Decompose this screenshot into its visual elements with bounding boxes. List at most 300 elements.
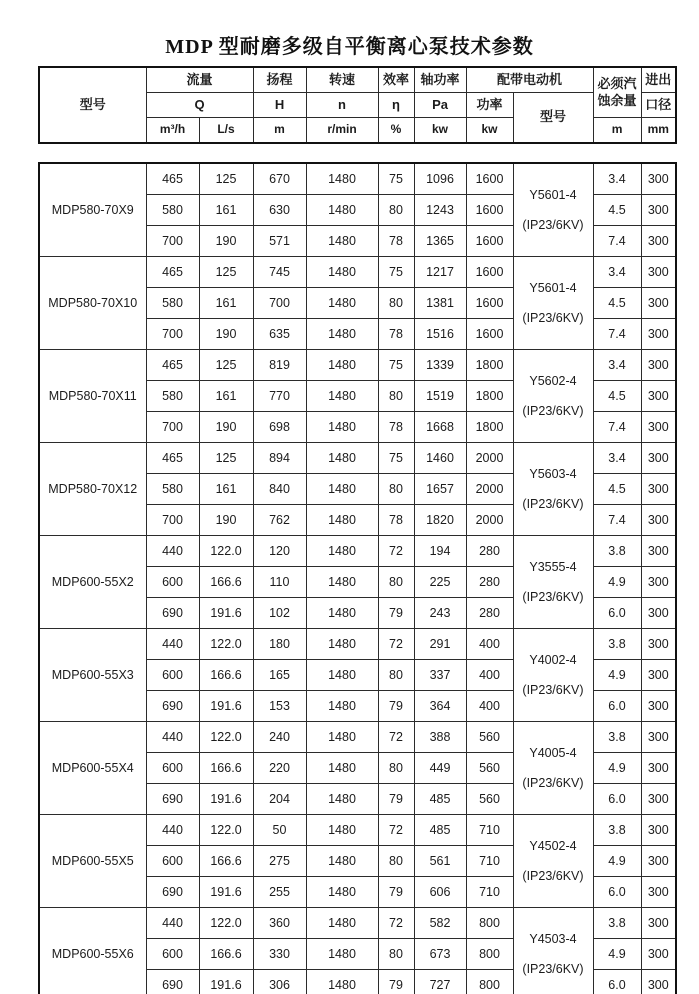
head-value: 840 — [253, 474, 306, 505]
port-diameter-value: 300 — [641, 567, 676, 598]
header-row-1 — [39, 67, 676, 93]
flow-ls-value: 166.6 — [199, 939, 253, 970]
flow-m3h-value: 440 — [146, 908, 199, 939]
motor-power-value: 560 — [466, 722, 513, 753]
efficiency-value: 80 — [378, 567, 414, 598]
port-diameter-value: 300 — [641, 195, 676, 226]
pump-model: MDP600-55X4 — [39, 722, 146, 815]
motor-model-name: Y3555-4 — [529, 560, 577, 574]
head-value: 819 — [253, 350, 306, 381]
flow-m3h-value: 690 — [146, 877, 199, 908]
flow-m3h-value: 690 — [146, 598, 199, 629]
flow-ls-value: 125 — [199, 163, 253, 195]
speed-value: 1480 — [306, 753, 378, 784]
motor-power-value: 2000 — [466, 443, 513, 474]
speed-value: 1480 — [306, 226, 378, 257]
motor-model-value — [513, 629, 593, 722]
speed-value: 1480 — [306, 877, 378, 908]
npsh-value: 3.4 — [593, 257, 641, 288]
col-header-flow: 流量 — [146, 67, 253, 93]
motor-model-value — [513, 908, 593, 994]
motor-model-value — [513, 815, 593, 908]
port-diameter-value: 300 — [641, 536, 676, 567]
speed-value: 1480 — [306, 567, 378, 598]
flow-m3h-value: 440 — [146, 722, 199, 753]
port-diameter-value: 300 — [641, 381, 676, 412]
port-diameter-value: 300 — [641, 598, 676, 629]
motor-model-value — [513, 443, 593, 536]
motor-model-spec: (IP23/6KV) — [522, 497, 584, 511]
symbol-flow: Q — [146, 93, 253, 118]
spec-row — [39, 536, 676, 567]
efficiency-value: 75 — [378, 350, 414, 381]
flow-m3h-value: 580 — [146, 195, 199, 226]
flow-m3h-value: 440 — [146, 815, 199, 846]
motor-power-value: 2000 — [466, 474, 513, 505]
npsh-value: 7.4 — [593, 505, 641, 536]
pump-model: MDP600-55X2 — [39, 536, 146, 629]
motor-model-spec: (IP23/6KV) — [522, 590, 584, 604]
shaft-power-value: 1668 — [414, 412, 466, 443]
spec-table-body — [38, 162, 677, 994]
speed-value: 1480 — [306, 939, 378, 970]
col-header-motor-power: 功率 — [466, 93, 513, 118]
speed-value: 1480 — [306, 350, 378, 381]
col-header-shaft-power: 轴功率 — [414, 67, 466, 93]
flow-m3h-value: 690 — [146, 784, 199, 815]
flow-ls-value: 166.6 — [199, 660, 253, 691]
shaft-power-value: 1657 — [414, 474, 466, 505]
motor-model-spec: (IP23/6KV) — [522, 218, 584, 232]
flow-m3h-value: 440 — [146, 536, 199, 567]
motor-power-value: 710 — [466, 815, 513, 846]
head-value: 762 — [253, 505, 306, 536]
npsh-value: 4.9 — [593, 567, 641, 598]
motor-power-value: 400 — [466, 629, 513, 660]
head-value: 102 — [253, 598, 306, 629]
speed-value: 1480 — [306, 691, 378, 722]
shaft-power-value: 1217 — [414, 257, 466, 288]
efficiency-value: 75 — [378, 257, 414, 288]
npsh-value: 4.9 — [593, 753, 641, 784]
motor-power-value: 1600 — [466, 163, 513, 195]
unit-speed: r/min — [306, 118, 378, 144]
col-header-efficiency: 效率 — [378, 67, 414, 93]
flow-m3h-value: 580 — [146, 381, 199, 412]
efficiency-value: 79 — [378, 598, 414, 629]
port-diameter-value: 300 — [641, 412, 676, 443]
speed-value: 1480 — [306, 163, 378, 195]
flow-m3h-value: 600 — [146, 567, 199, 598]
shaft-power-value: 1516 — [414, 319, 466, 350]
speed-value: 1480 — [306, 629, 378, 660]
flow-ls-value: 122.0 — [199, 536, 253, 567]
flow-ls-value: 166.6 — [199, 753, 253, 784]
col-header-port-2: 口径 — [641, 93, 676, 118]
shaft-power-value: 243 — [414, 598, 466, 629]
shaft-power-value: 561 — [414, 846, 466, 877]
head-value: 630 — [253, 195, 306, 226]
col-header-motor-model: 型号 — [513, 93, 593, 144]
efficiency-value: 72 — [378, 908, 414, 939]
motor-power-value: 1600 — [466, 319, 513, 350]
motor-model-name: Y5603-4 — [529, 467, 577, 481]
shaft-power-value: 727 — [414, 970, 466, 994]
speed-value: 1480 — [306, 846, 378, 877]
symbol-efficiency: η — [378, 93, 414, 118]
motor-power-value: 1600 — [466, 257, 513, 288]
motor-power-value: 2000 — [466, 505, 513, 536]
spec-row — [39, 629, 676, 660]
flow-ls-value: 122.0 — [199, 908, 253, 939]
head-value: 770 — [253, 381, 306, 412]
npsh-value: 6.0 — [593, 784, 641, 815]
pump-model: MDP580-70X10 — [39, 257, 146, 350]
spec-row — [39, 722, 676, 753]
efficiency-value: 80 — [378, 846, 414, 877]
port-diameter-value: 300 — [641, 908, 676, 939]
col-header-motor: 配带电动机 — [466, 67, 593, 93]
col-header-speed: 转速 — [306, 67, 378, 93]
flow-ls-value: 190 — [199, 226, 253, 257]
motor-power-value: 400 — [466, 691, 513, 722]
efficiency-value: 80 — [378, 660, 414, 691]
flow-ls-value: 122.0 — [199, 629, 253, 660]
motor-model-name: Y5601-4 — [529, 281, 577, 295]
flow-ls-value: 191.6 — [199, 784, 253, 815]
speed-value: 1480 — [306, 598, 378, 629]
port-diameter-value: 300 — [641, 163, 676, 195]
shaft-power-value: 1365 — [414, 226, 466, 257]
unit-npsh: m — [593, 118, 641, 144]
spec-table-header — [38, 66, 677, 144]
shaft-power-value: 388 — [414, 722, 466, 753]
flow-ls-value: 190 — [199, 505, 253, 536]
shaft-power-value: 1519 — [414, 381, 466, 412]
flow-ls-value: 125 — [199, 257, 253, 288]
flow-m3h-value: 465 — [146, 257, 199, 288]
port-diameter-value: 300 — [641, 877, 676, 908]
head-value: 120 — [253, 536, 306, 567]
efficiency-value: 80 — [378, 753, 414, 784]
shaft-power-value: 1096 — [414, 163, 466, 195]
npsh-value: 6.0 — [593, 691, 641, 722]
motor-power-value: 1600 — [466, 195, 513, 226]
motor-model-spec: (IP23/6KV) — [522, 776, 584, 790]
symbol-head: H — [253, 93, 306, 118]
port-diameter-value: 300 — [641, 257, 676, 288]
npsh-value: 4.9 — [593, 660, 641, 691]
port-diameter-value: 300 — [641, 846, 676, 877]
spec-table-rows — [39, 163, 676, 994]
efficiency-value: 72 — [378, 722, 414, 753]
unit-flow-ls: L/s — [199, 118, 253, 144]
speed-value: 1480 — [306, 815, 378, 846]
port-diameter-value: 300 — [641, 970, 676, 994]
head-value: 700 — [253, 288, 306, 319]
shaft-power-value: 485 — [414, 784, 466, 815]
head-value: 635 — [253, 319, 306, 350]
speed-value: 1480 — [306, 474, 378, 505]
pump-model: MDP580-70X9 — [39, 163, 146, 257]
head-value: 330 — [253, 939, 306, 970]
port-diameter-value: 300 — [641, 784, 676, 815]
npsh-value: 3.4 — [593, 163, 641, 195]
motor-power-value: 280 — [466, 536, 513, 567]
flow-ls-value: 191.6 — [199, 598, 253, 629]
shaft-power-value: 1243 — [414, 195, 466, 226]
spec-row — [39, 163, 676, 195]
shaft-power-value: 194 — [414, 536, 466, 567]
speed-value: 1480 — [306, 784, 378, 815]
flow-m3h-value: 600 — [146, 939, 199, 970]
shaft-power-value: 606 — [414, 877, 466, 908]
port-diameter-value: 300 — [641, 753, 676, 784]
npsh-value: 7.4 — [593, 412, 641, 443]
motor-power-value: 1600 — [466, 226, 513, 257]
flow-ls-value: 122.0 — [199, 815, 253, 846]
shaft-power-value: 485 — [414, 815, 466, 846]
motor-power-value: 800 — [466, 970, 513, 994]
port-diameter-value: 300 — [641, 722, 676, 753]
symbol-speed: n — [306, 93, 378, 118]
flow-m3h-value: 580 — [146, 474, 199, 505]
shaft-power-value: 364 — [414, 691, 466, 722]
shaft-power-value: 582 — [414, 908, 466, 939]
motor-power-value: 1600 — [466, 288, 513, 319]
efficiency-value: 79 — [378, 691, 414, 722]
motor-power-value: 280 — [466, 598, 513, 629]
motor-power-value: 280 — [466, 567, 513, 598]
motor-model-value — [513, 163, 593, 257]
flow-m3h-value: 580 — [146, 288, 199, 319]
motor-model-value — [513, 722, 593, 815]
col-header-npsh: 必须汽 蚀余量 — [593, 67, 641, 118]
speed-value: 1480 — [306, 319, 378, 350]
col-header-head: 扬程 — [253, 67, 306, 93]
spec-row — [39, 815, 676, 846]
motor-model-spec: (IP23/6KV) — [522, 962, 584, 976]
flow-m3h-value: 700 — [146, 412, 199, 443]
flow-m3h-value: 600 — [146, 846, 199, 877]
motor-power-value: 1800 — [466, 350, 513, 381]
spec-row — [39, 350, 676, 381]
shaft-power-value: 673 — [414, 939, 466, 970]
npsh-value: 4.5 — [593, 381, 641, 412]
shaft-power-value: 1820 — [414, 505, 466, 536]
head-value: 50 — [253, 815, 306, 846]
flow-m3h-value: 465 — [146, 163, 199, 195]
speed-value: 1480 — [306, 443, 378, 474]
shaft-power-value: 225 — [414, 567, 466, 598]
flow-ls-value: 125 — [199, 443, 253, 474]
flow-m3h-value: 600 — [146, 753, 199, 784]
flow-ls-value: 191.6 — [199, 691, 253, 722]
flow-ls-value: 122.0 — [199, 722, 253, 753]
flow-m3h-value: 465 — [146, 350, 199, 381]
head-value: 220 — [253, 753, 306, 784]
motor-power-value: 400 — [466, 660, 513, 691]
efficiency-value: 78 — [378, 226, 414, 257]
flow-ls-value: 125 — [199, 350, 253, 381]
efficiency-value: 80 — [378, 288, 414, 319]
speed-value: 1480 — [306, 505, 378, 536]
flow-m3h-value: 690 — [146, 970, 199, 994]
port-diameter-value: 300 — [641, 443, 676, 474]
unit-flow-m3h: m³/h — [146, 118, 199, 144]
npsh-value: 4.9 — [593, 939, 641, 970]
port-diameter-value: 300 — [641, 319, 676, 350]
flow-m3h-value: 600 — [146, 660, 199, 691]
port-diameter-value: 300 — [641, 629, 676, 660]
flow-m3h-value: 700 — [146, 319, 199, 350]
flow-m3h-value: 690 — [146, 691, 199, 722]
flow-m3h-value: 440 — [146, 629, 199, 660]
flow-ls-value: 191.6 — [199, 877, 253, 908]
port-diameter-value: 300 — [641, 815, 676, 846]
motor-model-name: Y4002-4 — [529, 653, 577, 667]
motor-model-spec: (IP23/6KV) — [522, 869, 584, 883]
efficiency-value: 72 — [378, 629, 414, 660]
shaft-power-value: 1460 — [414, 443, 466, 474]
head-value: 894 — [253, 443, 306, 474]
motor-model-name: Y5601-4 — [529, 188, 577, 202]
spec-row — [39, 443, 676, 474]
motor-model-value — [513, 257, 593, 350]
speed-value: 1480 — [306, 195, 378, 226]
npsh-value: 3.8 — [593, 908, 641, 939]
head-value: 240 — [253, 722, 306, 753]
npsh-value: 3.8 — [593, 536, 641, 567]
port-diameter-value: 300 — [641, 505, 676, 536]
unit-motor-power: kw — [466, 118, 513, 144]
shaft-power-value: 449 — [414, 753, 466, 784]
motor-power-value: 1800 — [466, 412, 513, 443]
npsh-value: 3.8 — [593, 629, 641, 660]
motor-model-name: Y4502-4 — [529, 839, 577, 853]
speed-value: 1480 — [306, 381, 378, 412]
flow-ls-value: 191.6 — [199, 970, 253, 994]
speed-value: 1480 — [306, 722, 378, 753]
npsh-value: 3.8 — [593, 722, 641, 753]
npsh-value: 6.0 — [593, 970, 641, 994]
speed-value: 1480 — [306, 660, 378, 691]
pump-model: MDP600-55X3 — [39, 629, 146, 722]
speed-value: 1480 — [306, 288, 378, 319]
motor-model-value — [513, 536, 593, 629]
npsh-value: 4.9 — [593, 846, 641, 877]
npsh-value: 7.4 — [593, 226, 641, 257]
port-diameter-value: 300 — [641, 226, 676, 257]
motor-power-value: 710 — [466, 877, 513, 908]
npsh-value: 3.4 — [593, 350, 641, 381]
motor-model-spec: (IP23/6KV) — [522, 683, 584, 697]
npsh-value: 4.5 — [593, 474, 641, 505]
motor-power-value: 560 — [466, 753, 513, 784]
head-value: 571 — [253, 226, 306, 257]
flow-ls-value: 161 — [199, 288, 253, 319]
port-diameter-value: 300 — [641, 660, 676, 691]
head-value: 745 — [253, 257, 306, 288]
efficiency-value: 79 — [378, 784, 414, 815]
shaft-power-value: 291 — [414, 629, 466, 660]
head-value: 153 — [253, 691, 306, 722]
motor-power-value: 800 — [466, 939, 513, 970]
head-value: 306 — [253, 970, 306, 994]
flow-m3h-value: 700 — [146, 226, 199, 257]
efficiency-value: 80 — [378, 195, 414, 226]
head-value: 180 — [253, 629, 306, 660]
motor-model-name: Y4503-4 — [529, 932, 577, 946]
flow-ls-value: 166.6 — [199, 567, 253, 598]
spec-row — [39, 908, 676, 939]
port-diameter-value: 300 — [641, 474, 676, 505]
efficiency-value: 79 — [378, 970, 414, 994]
efficiency-value: 79 — [378, 877, 414, 908]
flow-ls-value: 161 — [199, 195, 253, 226]
motor-model-value — [513, 350, 593, 443]
npsh-value: 6.0 — [593, 877, 641, 908]
port-diameter-value: 300 — [641, 939, 676, 970]
unit-head: m — [253, 118, 306, 144]
npsh-value: 4.5 — [593, 288, 641, 319]
npsh-value: 3.4 — [593, 443, 641, 474]
port-diameter-value: 300 — [641, 350, 676, 381]
unit-shaft-power: kw — [414, 118, 466, 144]
efficiency-value: 75 — [378, 163, 414, 195]
shaft-power-value: 337 — [414, 660, 466, 691]
motor-power-value: 800 — [466, 908, 513, 939]
efficiency-value: 78 — [378, 505, 414, 536]
unit-port: mm — [641, 118, 676, 144]
shaft-power-value: 1339 — [414, 350, 466, 381]
efficiency-value: 78 — [378, 319, 414, 350]
flow-ls-value: 190 — [199, 412, 253, 443]
col-header-model: 型号 — [39, 67, 146, 143]
npsh-value: 7.4 — [593, 319, 641, 350]
symbol-shaft-power: Pa — [414, 93, 466, 118]
speed-value: 1480 — [306, 412, 378, 443]
npsh-value: 3.8 — [593, 815, 641, 846]
unit-efficiency: % — [378, 118, 414, 144]
speed-value: 1480 — [306, 970, 378, 994]
spec-row — [39, 257, 676, 288]
npsh-value: 4.5 — [593, 195, 641, 226]
page-title: MDP 型耐磨多级自平衡离心泵技术参数 — [165, 36, 534, 58]
flow-ls-value: 161 — [199, 381, 253, 412]
efficiency-value: 80 — [378, 474, 414, 505]
flow-ls-value: 190 — [199, 319, 253, 350]
speed-value: 1480 — [306, 257, 378, 288]
head-value: 360 — [253, 908, 306, 939]
flow-ls-value: 161 — [199, 474, 253, 505]
flow-m3h-value: 700 — [146, 505, 199, 536]
flow-m3h-value: 465 — [146, 443, 199, 474]
speed-value: 1480 — [306, 908, 378, 939]
motor-power-value: 1800 — [466, 381, 513, 412]
efficiency-value: 72 — [378, 536, 414, 567]
motor-model-spec: (IP23/6KV) — [522, 311, 584, 325]
pump-model: MDP580-70X12 — [39, 443, 146, 536]
head-value: 670 — [253, 163, 306, 195]
motor-model-name: Y5602-4 — [529, 374, 577, 388]
pump-model: MDP600-55X5 — [39, 815, 146, 908]
head-value: 165 — [253, 660, 306, 691]
col-header-port-1: 进出 — [641, 67, 676, 93]
pump-model: MDP600-55X6 — [39, 908, 146, 994]
motor-power-value: 560 — [466, 784, 513, 815]
efficiency-value: 75 — [378, 443, 414, 474]
